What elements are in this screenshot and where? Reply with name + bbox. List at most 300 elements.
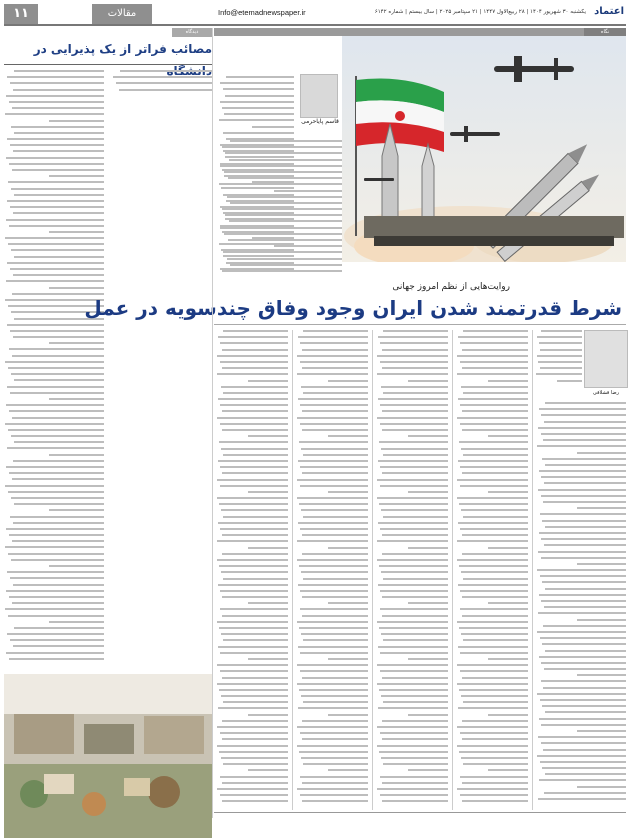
text-line [301,571,368,573]
text-line [298,584,368,586]
text-line [459,751,528,753]
text-line [540,761,626,763]
text-line [300,608,368,610]
text-line [222,270,342,272]
text-line [463,701,528,703]
main-headline: شرط قدرتمند شدن ایران وجود وفاق چندسویه در عمل [84,296,622,320]
text-line [252,126,294,128]
text-line [458,646,528,648]
text-line [377,540,448,542]
text-line [536,373,582,375]
text-line [458,460,528,462]
main-author-photo [584,330,628,388]
text-line [220,423,288,425]
text-line [302,720,368,722]
text-line [382,800,448,802]
text-line [217,355,288,357]
text-line [379,689,448,691]
text-line [380,361,448,363]
text-line [377,479,448,481]
text-line [219,627,288,629]
text-line [14,70,104,72]
text-line [379,627,448,629]
text-line [14,379,104,381]
text-line [14,256,104,258]
text-line [460,776,528,778]
text-line [538,361,582,363]
text-line [301,695,368,697]
text-line [248,602,288,604]
text-line [299,627,368,629]
text-line [302,782,368,784]
text-line [248,435,288,437]
text-line [457,788,528,790]
text-line [220,361,288,363]
text-line [459,689,528,691]
top-section-tag: نگاه [584,28,626,36]
text-line [223,88,294,90]
text-line [220,652,288,654]
text-line [228,177,342,179]
text-line [300,404,368,406]
text-line [382,472,448,474]
text-line [10,516,104,518]
text-line [222,615,288,617]
text-line [457,621,528,623]
text-line [462,596,528,598]
text-line [538,798,626,800]
left-article-tag: دیدگاه [172,28,212,37]
text-line [542,581,626,583]
text-line [380,342,448,344]
text-line [540,349,582,351]
text-line [298,460,368,462]
text-line [577,674,627,676]
text-line [14,627,104,629]
text-line [461,509,528,511]
text-line [377,497,448,499]
text-line [8,243,104,245]
text-line [218,584,288,586]
text-line [300,670,368,672]
text-line [7,386,104,388]
text-line [116,82,212,84]
headline-rule [214,324,626,325]
text-line [459,441,528,443]
text-line [222,107,294,109]
text-line [378,522,448,524]
text-line [543,501,626,503]
text-line [462,472,528,474]
text-line [377,788,448,790]
text-line [222,553,288,555]
text-line [225,95,294,97]
text-line [382,429,448,431]
text-line [9,472,104,474]
column-rule [292,330,293,810]
text-line [220,342,288,344]
text-line [461,448,528,450]
text-line [223,330,288,332]
text-line [380,652,448,654]
text-line [457,726,528,728]
text-line [461,386,528,388]
text-line [378,336,448,338]
text-line [302,553,368,555]
text-line [5,485,104,487]
text-line [539,779,626,781]
text-line [543,687,626,689]
text-line [462,367,528,369]
text-line [457,497,528,499]
text-line [6,280,104,282]
text-line [541,742,627,744]
text-line [457,540,528,542]
text-line [221,633,288,635]
text-line [382,782,448,784]
text-line [302,410,368,412]
text-line [14,503,104,505]
text-line [379,565,448,567]
text-line [223,639,288,641]
text-line [12,478,104,480]
text-line [301,386,368,388]
text-line [461,633,528,635]
text-line [13,460,104,462]
text-line [225,152,342,154]
exhibition-photo [4,674,212,838]
text-line [459,565,528,567]
text-line [222,349,288,351]
left-article [4,28,212,818]
text-line [220,485,288,487]
text-line [302,472,368,474]
text-line [220,590,288,592]
text-line [8,181,104,183]
text-line [6,219,104,221]
text-line [462,534,528,536]
text-line [457,417,528,419]
text-line [299,503,368,505]
text-line [382,367,448,369]
text-line [13,89,104,91]
text-line [300,466,368,468]
text-line [539,342,582,344]
text-line [380,485,448,487]
text-line [542,520,626,522]
text-line [541,433,627,435]
text-line [377,726,448,728]
text-line [218,707,288,709]
text-line [220,466,288,468]
text-line [11,559,104,561]
author-block-left [218,38,342,278]
section-label: مقالات [92,4,152,24]
text-line [297,355,368,357]
text-line [457,355,528,357]
text-line [463,516,528,518]
text-line [541,662,626,664]
text-line [302,367,368,369]
text-line [218,398,288,400]
text-line [6,528,104,530]
left-mid-body-2 [218,140,342,280]
left-article-body-col2-top [110,70,212,100]
text-line [224,171,342,173]
text-line [219,689,288,691]
text-line [221,757,288,759]
text-line [463,330,528,332]
text-line [220,227,342,229]
text-line [545,588,626,590]
text-line [303,454,368,456]
text-line [13,150,104,152]
text-line [460,670,528,672]
text-line [462,720,528,722]
text-line [248,658,288,660]
text-line [219,503,288,505]
text-line [459,503,528,505]
text-line [223,454,288,456]
text-line [458,336,528,338]
text-line [302,349,368,351]
text-line [222,677,288,679]
text-line [543,439,626,441]
text-line [537,445,626,447]
text-line [488,658,528,660]
text-line [222,534,288,536]
text-line [217,621,288,623]
text-line [544,421,626,423]
text-line [545,402,626,404]
text-line [408,491,448,493]
main-body-col-5 [536,402,626,810]
text-line [298,707,368,709]
text-line [378,646,448,648]
text-line [488,769,528,771]
text-line [297,559,368,561]
text-line [463,639,528,641]
text-line [381,448,448,450]
text-line [460,528,528,530]
text-line [328,658,368,660]
text-line [11,249,104,251]
text-line [377,355,448,357]
text-line [577,452,627,454]
text-line [457,745,528,747]
text-line [408,380,448,382]
text-line [14,132,104,134]
text-line [382,349,448,351]
text-line [461,571,528,573]
text-line [382,534,448,536]
text-line [220,165,342,167]
text-line [7,76,104,78]
text-line [297,745,368,747]
text-line [544,544,626,546]
text-line [545,526,626,528]
text-line [540,367,582,369]
text-line [577,786,627,788]
text-line [303,330,368,332]
text-line [462,677,528,679]
text-line [300,776,368,778]
text-line [577,563,627,565]
text-line [488,602,528,604]
text-line [9,534,104,536]
text-line [457,683,528,685]
text-line [7,571,104,573]
text-line [541,414,626,416]
text-line [300,794,368,796]
text-line [303,701,368,703]
author-photo [300,74,338,118]
text-line [380,404,448,406]
text-line [220,776,288,778]
text-line [120,70,212,72]
text-line [300,590,368,592]
text-line [540,699,626,701]
text-line [379,503,448,505]
text-line [297,373,368,375]
text-line [300,361,368,363]
text-line [10,330,104,332]
text-line [302,429,368,431]
text-line [488,435,528,437]
text-line [383,763,448,765]
text-line [458,584,528,586]
text-line [300,423,368,425]
text-line [9,348,104,350]
text-line [300,485,368,487]
text-line [545,773,626,775]
text-line [328,380,368,382]
text-line [539,656,626,658]
text-line [297,788,368,790]
text-line [543,625,626,627]
text-line [220,608,288,610]
text-line [381,509,448,511]
text-line [13,274,104,276]
main-body-col-4 [456,330,528,810]
text-line [301,757,368,759]
text-line [380,528,448,530]
text-line [297,479,368,481]
text-line [300,528,368,530]
text-line [577,507,627,509]
text-line [380,590,448,592]
text-line [223,132,294,134]
text-line [460,485,528,487]
kicker: روایت‌هایی از نظم امروز جهانی [392,282,510,292]
text-line [7,324,104,326]
text-line [222,596,288,598]
text-line [10,639,104,641]
text-line [217,497,288,499]
text-line [12,417,104,419]
text-line [217,745,288,747]
text-line [460,732,528,734]
text-line [302,800,368,802]
text-line [381,695,448,697]
text-line [113,76,212,78]
text-line [297,683,368,685]
left-article-headline: مصائب فراتر از یک پذیرایی در [33,42,212,56]
text-line [379,441,448,443]
text-line [6,652,104,654]
text-line [297,621,368,623]
text-line [223,516,288,518]
text-line [217,788,288,790]
text-line [542,767,626,769]
text-line [6,404,104,406]
text-line [299,565,368,567]
text-line [408,435,448,437]
text-line [457,373,528,375]
text-line [300,652,368,654]
text-line [380,776,448,778]
text-line [299,689,368,691]
masthead [4,4,626,26]
text-line [222,367,288,369]
text-line [219,441,288,443]
text-line [303,639,368,641]
text-line [460,608,528,610]
text-line [223,392,288,394]
text-line [6,466,104,468]
text-line [537,631,626,633]
text-line [539,532,626,534]
text-line [544,792,626,794]
text-line [301,633,368,635]
text-line [462,782,528,784]
text-line [10,144,104,146]
text-line [5,608,104,610]
text-line [12,540,104,542]
text-line [49,565,104,567]
text-line [220,404,288,406]
main-body-col-2 [296,330,368,810]
text-line [301,509,368,511]
text-line [537,355,582,357]
text-line [248,491,288,493]
text-line [537,336,582,338]
text-line [541,557,627,559]
text-line [302,534,368,536]
text-line [229,220,342,222]
text-line [381,633,448,635]
text-line [380,670,448,672]
text-line [220,82,294,84]
text-line [9,225,104,227]
email-address[interactable]: Info@etemadnewspaper.ir [218,8,306,17]
text-line [220,670,288,672]
text-line [539,408,626,410]
text-line [218,336,288,338]
text-line [299,441,368,443]
column-rule [532,330,533,810]
upper-rule [214,28,626,36]
text-line [460,794,528,796]
main-body-col-3 [376,330,448,810]
text-line [223,578,288,580]
text-line [220,101,294,103]
text-line [377,745,448,747]
text-line [248,769,288,771]
text-line [223,763,288,765]
text-line [217,559,288,561]
text-line [328,491,368,493]
